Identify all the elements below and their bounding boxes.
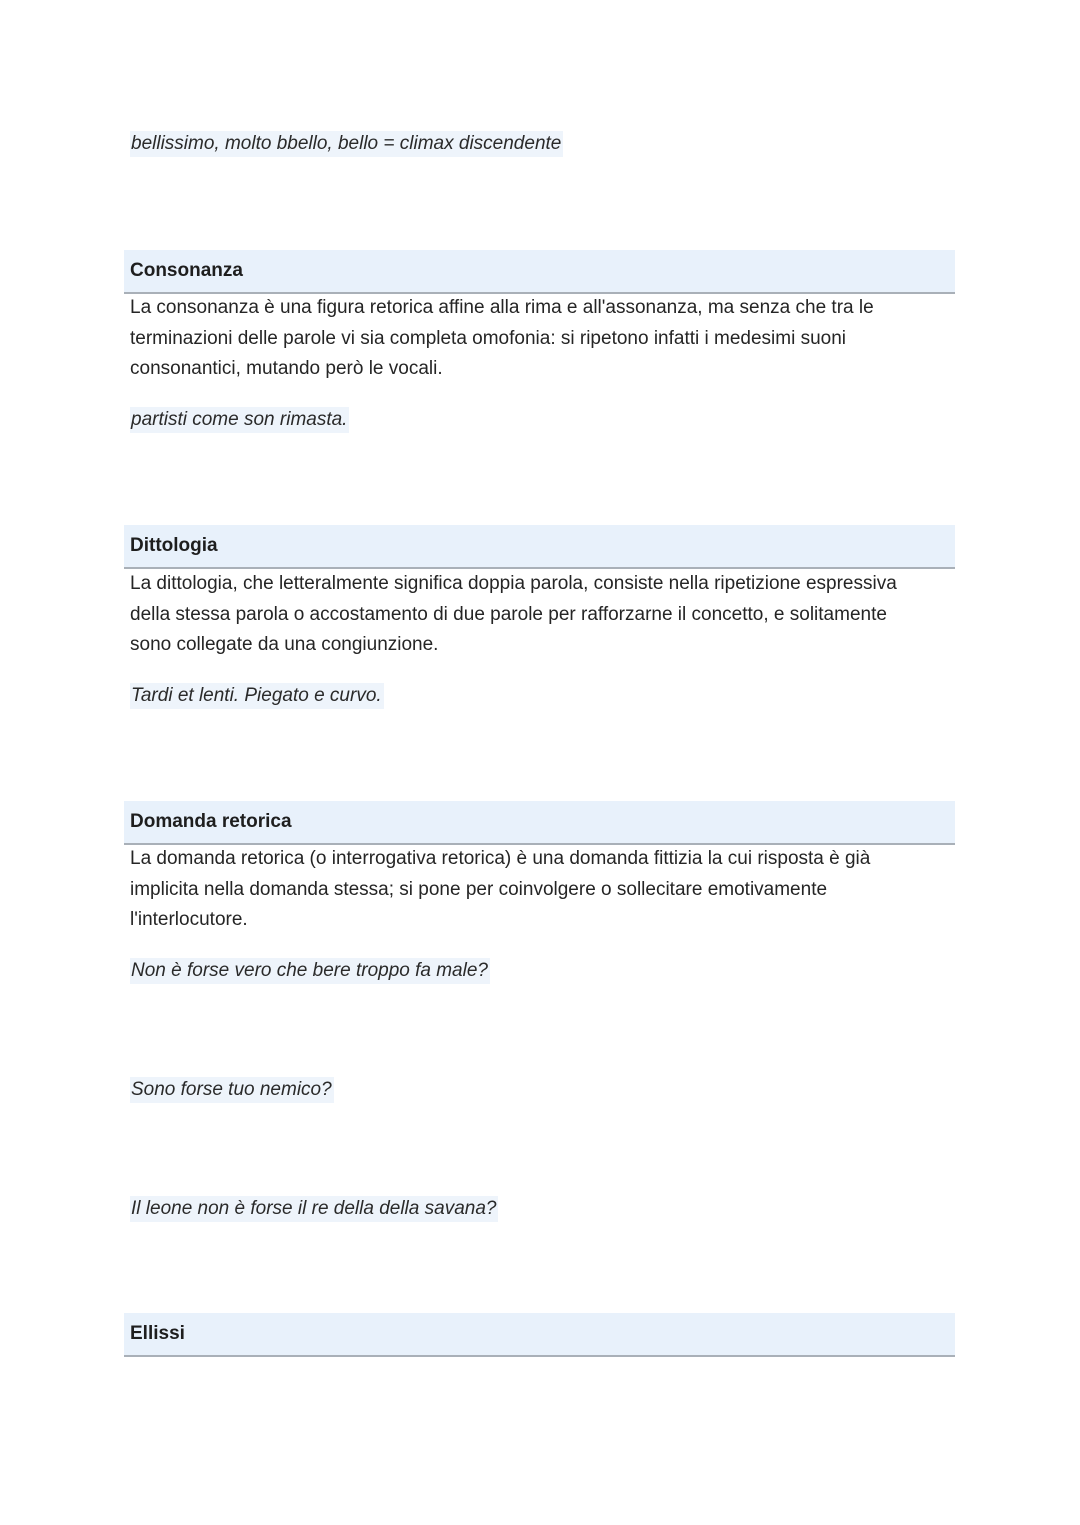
definition-line: l'interlocutore. xyxy=(130,909,248,930)
section-definition-domanda-retorica xyxy=(130,844,950,936)
section-definition-dittologia xyxy=(130,569,950,661)
section-example: Il leone non è forse il re della della savana? xyxy=(130,1196,498,1222)
section-example: Non è forse vero che bere troppo fa male? xyxy=(130,958,490,984)
section-title: Domanda retorica xyxy=(130,811,292,832)
definition-line: consonantici, mutando però le vocali. xyxy=(130,358,443,379)
section-example: Tardi et lenti. Piegato e curvo. xyxy=(130,683,384,709)
section-example: Sono forse tuo nemico? xyxy=(130,1077,334,1103)
definition-line: della stessa parola o accostamento di due parole per rafforzarne il concetto, e solitamente xyxy=(130,603,887,625)
section-example: partisti come son rimasta. xyxy=(130,407,349,433)
section-title: Consonanza xyxy=(130,260,243,281)
section-definition-consonanza xyxy=(130,293,950,385)
section-title: Ellissi xyxy=(130,1323,185,1344)
definition-line: implicita nella domanda stessa; si pone per coinvolgere o sollecitare emotivamente xyxy=(130,878,828,900)
section-heading-domanda-retorica xyxy=(124,801,955,845)
section-heading-dittologia xyxy=(124,525,955,569)
section-heading-consonanza xyxy=(124,250,955,294)
definition-line: La consonanza è una figura retorica affine alla rima e all'assonanza, ma senza che tra le xyxy=(130,297,874,318)
section-title: Dittologia xyxy=(130,535,218,556)
definition-line: sono collegate da una congiunzione. xyxy=(130,634,439,655)
section-heading-ellissi xyxy=(124,1313,955,1357)
intro-example: bellissimo, molto bbello, bello = climax discendente xyxy=(130,131,563,157)
definition-line: terminazioni delle parole vi sia completa omofonia: si ripetono infatti i medesimi suoni xyxy=(130,327,847,349)
definition-line: La domanda retorica (o interrogativa retorica) è una domanda fittizia la cui risposta è già xyxy=(130,848,871,869)
definition-line: La dittologia, che letteralmente significa doppia parola, consiste nella ripetizione espressiva xyxy=(130,573,897,594)
